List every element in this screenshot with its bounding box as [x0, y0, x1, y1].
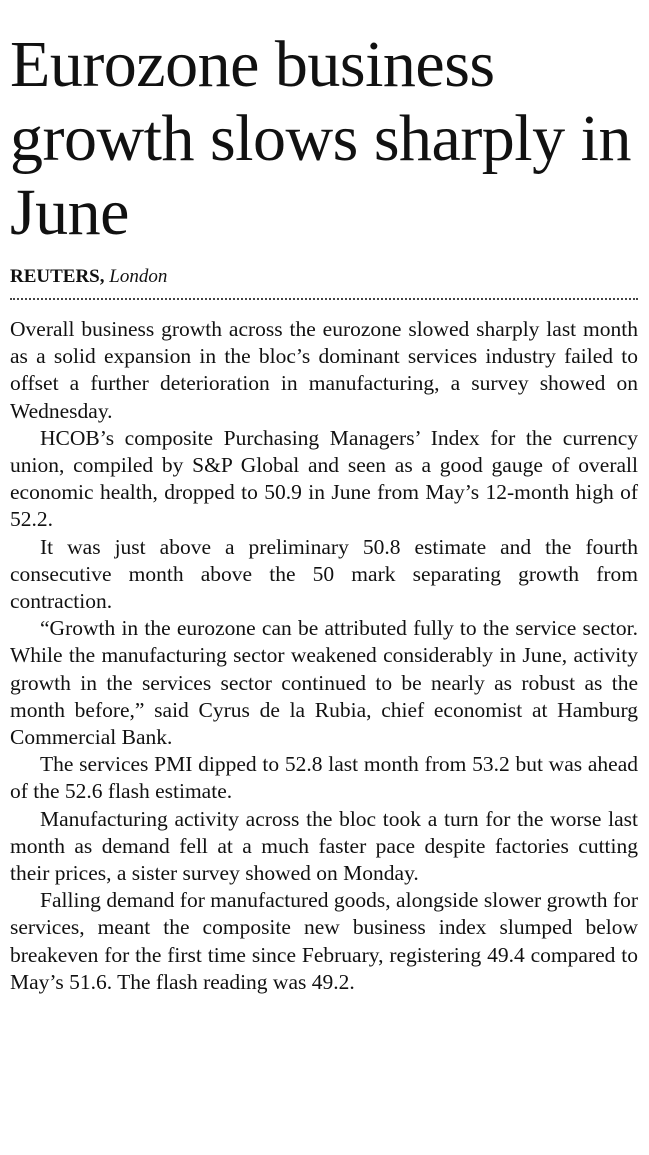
article-paragraph: It was just above a preliminary 50.8 estimate and the fourth consecutive month above the 50 mark separating growth from contraction.	[10, 534, 638, 614]
article-paragraph: “Growth in the eurozone can be attributed fully to the service sector. While the manufacturing sector weakened considerably in June, activity growth in the services sector continued to be nearly as robust as the month before,” said Cyrus de la Rubia, chief economist at Hamburg Commercial Bank.	[10, 616, 638, 750]
article-paragraph: Overall business growth across the eurozone slowed sharply last month as a solid expansion in the bloc’s dominant services industry failed to offset a further deterioration in manufacturing, a survey showed on Wednesday.	[10, 317, 638, 423]
news-article	[10, 0, 638, 996]
byline	[10, 266, 638, 288]
article-paragraph: Manufacturing activity across the bloc took a turn for the worse last month as demand fell at a much faster pace despite factories cutting their prices, a sister survey showed on Monday.	[10, 806, 638, 886]
article-paragraph: The services PMI dipped to 52.8 last month from 53.2 but was ahead of the 52.6 flash estimate.	[10, 752, 638, 804]
dotted-divider	[10, 298, 638, 300]
article-body	[10, 316, 638, 996]
article-paragraph: Falling demand for manufactured goods, alongside slower growth for services, meant the composite new business index slumped below breakeven for the first time since February, registering 49.4 compared to May’s 51.6. The flash reading was 49.2.	[10, 888, 638, 994]
headline: Eurozone business growth slows sharply in June	[10, 28, 631, 249]
article-paragraph: HCOB’s composite Purchasing Managers’ Index for the currency union, compiled by S&P Global and seen as a good gauge of overall economic health, dropped to 50.9 in June from May’s 12-month high of 52.2.	[10, 425, 638, 532]
byline-location: London	[109, 266, 168, 287]
byline-agency: REUTERS,	[10, 266, 105, 287]
